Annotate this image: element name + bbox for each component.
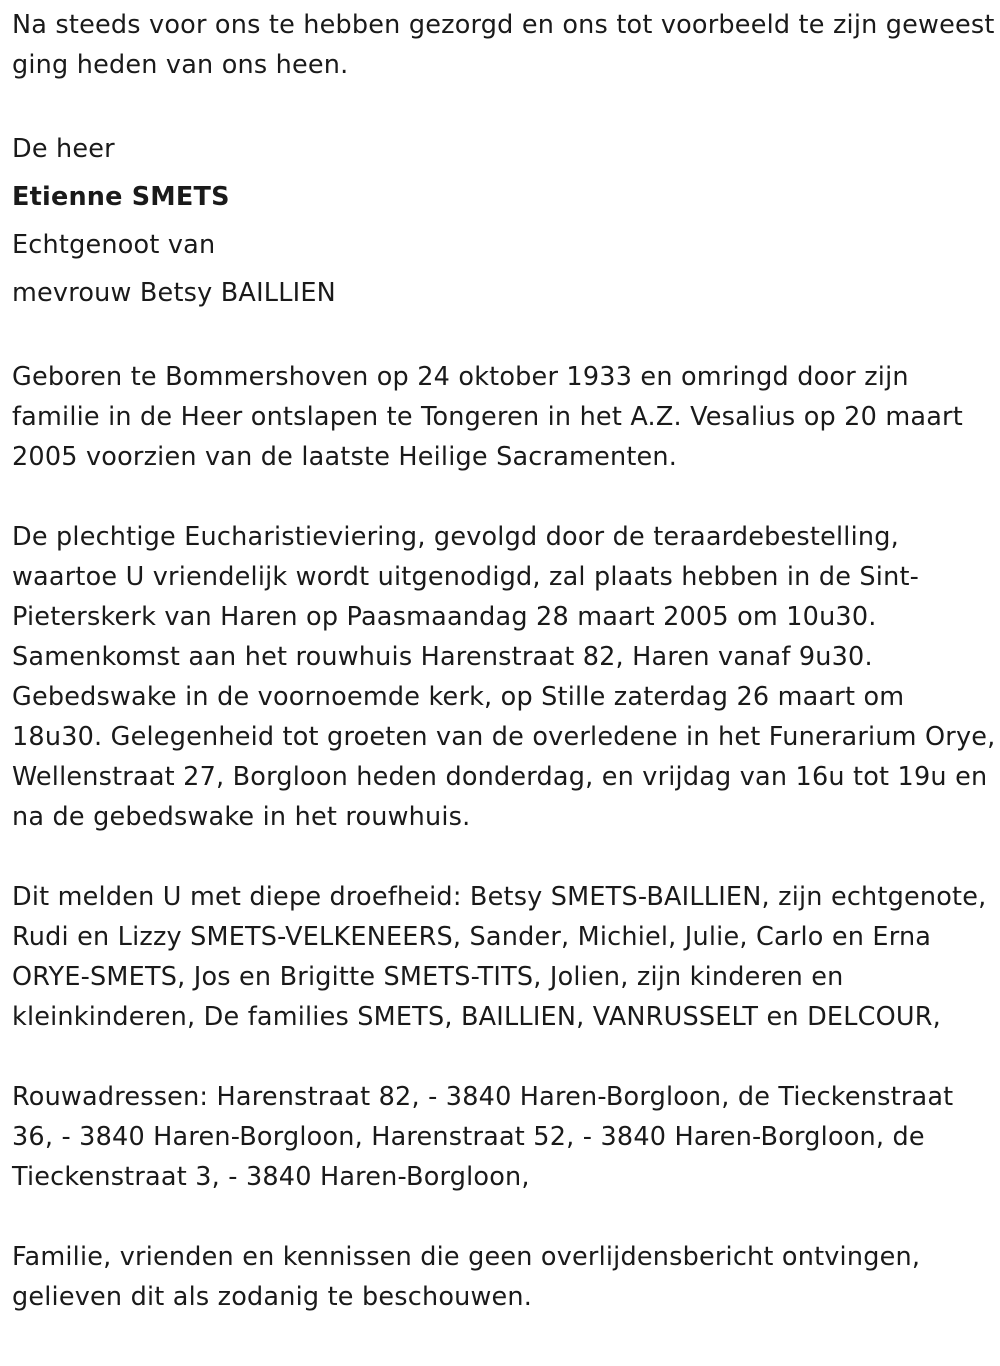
- spouse-name: mevrouw Betsy BAILLIEN: [12, 278, 336, 308]
- ceremony-paragraph: De plechtige Eucharistieviering, gevolgd door de teraardebestelling, waartoe U vriendelijk wordt uitgenodigd, zal plaats hebben in de Sint-Pieterskerk van Haren op Paasmaandag 28 maart 2005 om 10u30. Samenkomst aan het rouwhuis Harenstraat 82, Haren vanaf 9u30. Gebedswake in de voornoemde kerk, op Stille zaterdag 26 maart om 18u30. Gelegenheid tot groeten van de overledene in het Funerarium Orye, Wellenstraat 27, Borgloon heden donderdag, en vrijdag van 16u tot 19u en na de gebedswake in het rouwhuis.: [12, 522, 996, 832]
- spacer: [12, 85, 997, 125]
- addresses-paragraph: Rouwadressen: Harenstraat 82, - 3840 Haren-Borgloon, de Tieckenstraat 36, - 3840 Haren-Borgloon, Harenstraat 52, - 3840 Haren-Borgloon, de Tieckenstraat 3, - 3840 Haren-Borgloon,: [12, 1082, 954, 1192]
- deceased-relation: Echtgenoot van: [12, 230, 216, 260]
- family-paragraph: Dit melden U met diepe droefheid: Betsy SMETS-BAILLIEN, zijn echtgenote, Rudi en Lizzy SMETS-VELKENEERS, Sander, Michiel, Julie, Carlo en Erna ORYE-SMETS, Jos en Brigitte SMETS-TITS, Jolien, zijn kinderen en kleinkinderen, De families SMETS, BAILLIEN, VANRUSSELT en DELCOUR,: [12, 882, 987, 1032]
- spacer: [12, 1037, 997, 1077]
- birth-death-paragraph: Geboren te Bommershoven op 24 oktober 1933 en omringd door zijn familie in de Heer ontslapen te Tongeren in het A.Z. Vesalius op 20 maart 2005 voorzien van de laatste Heilige Sacramenten.: [12, 362, 963, 472]
- intro-paragraph: Na steeds voor ons te hebben gezorgd en ons tot voorbeeld te zijn geweest ging heden van ons heen.: [12, 10, 995, 80]
- spacer: [12, 477, 997, 517]
- deceased-title: De heer: [12, 134, 115, 164]
- spacer: [12, 317, 997, 357]
- obituary-document: [12, 5, 997, 1317]
- closing-paragraph: Familie, vrienden en kennissen die geen overlijdensbericht ontvingen, gelieven dit als zodanig te beschouwen.: [12, 1242, 921, 1312]
- deceased-name: Etienne SMETS: [12, 182, 230, 212]
- spacer: [12, 1197, 997, 1237]
- spacer: [12, 837, 997, 877]
